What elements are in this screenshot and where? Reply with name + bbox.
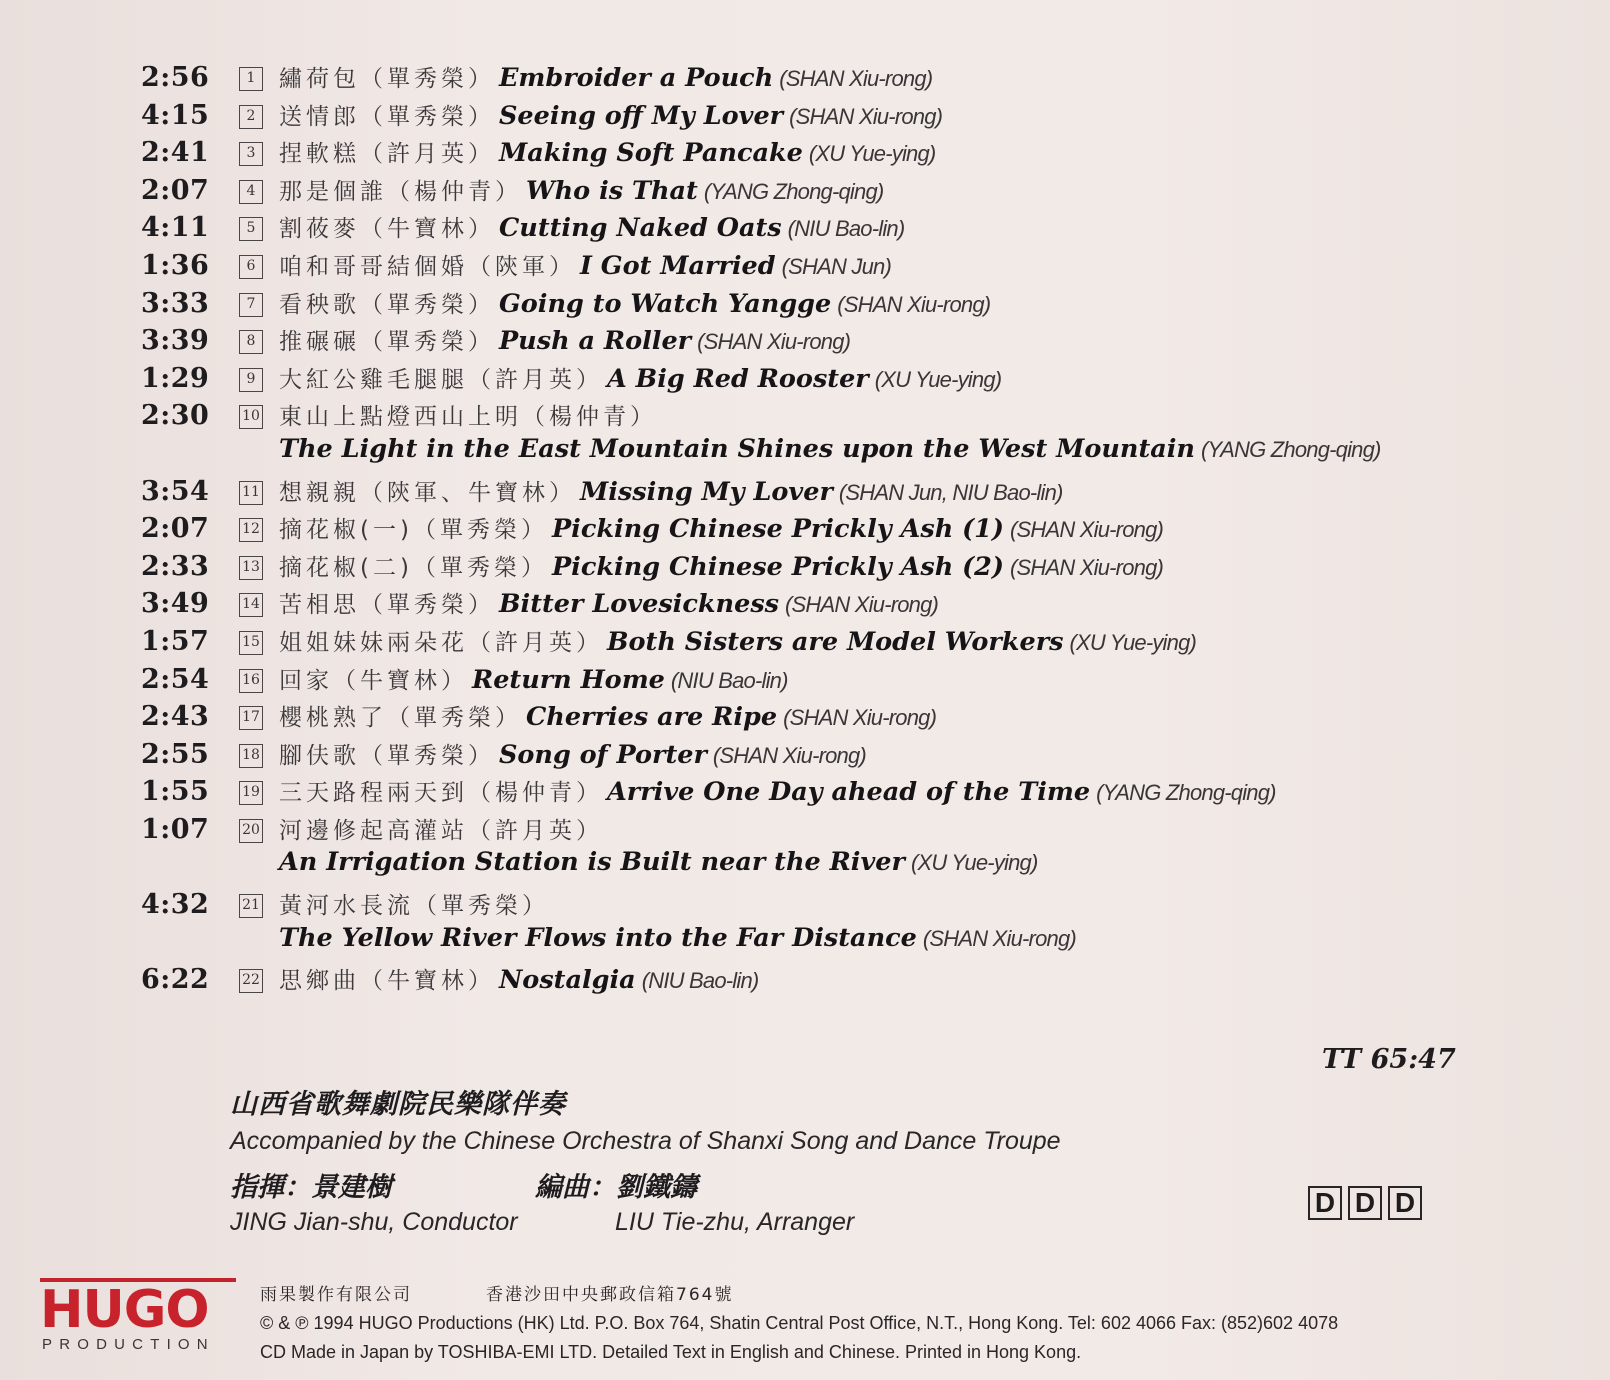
track-singer-chinese: 單秀榮 [387,742,468,769]
track-line [0,960,1610,998]
track-singer-chinese: 許月英 [387,141,468,168]
track-line [0,547,1610,585]
track-line [0,396,1610,434]
track-title-chinese: 繡荷包（單秀榮） [279,66,495,92]
track-duration: 2:07 [141,513,210,545]
track-singer-english: (XU Yue-ying) [1069,629,1197,655]
track-title-chinese-text: 黃河水長流 [279,893,414,920]
company-chinese: 雨果製作有限公司 [260,1285,412,1305]
track-singer-english: (SHAN Xiu-rong) [789,103,943,129]
track-title-line-2 [279,923,1076,961]
track-title-line [279,474,1063,507]
track-title-english: Picking Chinese Prickly Ash (1) [551,514,1004,545]
track-row [0,622,1610,660]
track-title-line [279,774,1276,807]
track-title-english: A Big Red Rooster [607,363,869,394]
track-title-chinese: 看秧歌（單秀榮） [279,291,495,318]
track-number: 19 [239,781,263,805]
track-duration: 2:30 [141,400,210,432]
track-title-chinese-text: 想親親 [279,479,360,506]
track-singer-english: (SHAN Xiu-rong) [922,925,1076,951]
track-line [0,509,1610,547]
track-title-chinese: 割莜麥（牛寶林） [279,216,495,243]
track-line [0,584,1610,622]
track-number: 4 [239,180,263,204]
orchestra-chinese: 山西省歌舞劇院民樂隊伴奏 [230,1089,566,1120]
arranger-english: LIU Tie-zhu, Arranger [615,1208,855,1236]
track-line [0,472,1610,510]
track-title-chinese: 櫻桃熟了（單秀榮） [279,705,522,732]
track-title-chinese-text: 那是個誰 [279,178,387,205]
track-title-line [279,586,938,619]
track-number: 15 [239,631,263,655]
track-title-line [279,98,942,131]
track-title-english: Cherries are Ripe [526,702,778,733]
track-duration: 2:56 [141,62,210,93]
track-singer-chinese: 楊仲青 [549,404,630,431]
copyright-line: © & ℗ 1994 HUGO Productions (HK) Ltd. P.O. Box 764, Shatin Central Post Office, N.T., Hong Kong. Tel: 602 4066 Fax: (852)602 4078 [260,1313,1339,1333]
logo-subtitle: PRODUCTION [42,1336,215,1353]
track-title-line [279,511,1163,544]
track-number: 10 [239,405,263,429]
track-title-chinese: 東山上點燈西山上明（楊仲青） [279,404,657,431]
track-row [0,133,1610,171]
track-singer-english: (SHAN Jun, NIU Bao-lin) [838,479,1063,505]
track-title-line [279,60,932,93]
track-singer-english: (XU Yue-ying) [874,366,1002,392]
track-duration: 4:15 [141,99,210,131]
track-row [0,284,1610,322]
track-duration: 4:11 [141,212,210,244]
track-title-chinese-text: 咱和哥哥結個婚 [279,253,468,280]
manufacture-line: CD Made in Japan by TOSHIBA-EMI LTD. Detailed Text in English and Chinese. Printed in Hong Kong. [260,1342,1082,1362]
track-singer-english: (SHAN Xiu-rong) [785,592,939,618]
track-singer-english: (YANG Zhong-qing) [703,178,884,204]
track-title-line [279,549,1163,582]
track-row [0,396,1610,471]
track-line [0,96,1610,134]
track-duration: 2:33 [141,550,210,582]
ddd-badge [1308,1186,1422,1220]
track-singer-english: (SHAN Xiu-rong) [1010,517,1164,543]
track-duration: 2:43 [141,701,210,733]
track-line [0,208,1610,246]
track-singer-chinese: 牛寶林 [387,968,468,995]
track-title-english: Missing My Lover [580,476,833,507]
track-title-chinese: 咱和哥哥結個婚（陝軍） [279,253,576,280]
track-row [0,885,1610,960]
track-row [0,547,1610,585]
track-duration: 2:41 [141,137,210,169]
track-line [0,885,1610,923]
track-title-chinese-text: 送情郎 [279,103,360,130]
track-duration: 3:33 [141,287,210,319]
track-singer-chinese: 單秀榮 [439,517,521,544]
track-number: 11 [239,481,263,505]
track-title-english: Song of Porter [499,739,707,770]
track-title-chinese-text: 三天路程兩天到 [279,780,468,807]
track-number: 5 [239,217,263,241]
conductor-english: JING Jian-shu, Conductor [230,1208,518,1236]
track-number: 3 [239,142,263,166]
track-duration: 6:22 [141,964,210,996]
track-singer-english: (SHAN Xiu-rong) [697,329,851,355]
track-number: 14 [239,593,263,617]
track-number: 1 [239,67,263,91]
track-title-line [279,398,657,431]
track-title-chinese: 苦相思（單秀榮） [279,592,495,619]
conductor-chinese: 指揮：景建樹 [230,1172,392,1203]
track-row [0,509,1610,547]
track-duration: 4:32 [141,889,210,921]
track-title-english: The Yellow River Flows into the Far Distance [279,922,917,953]
track-number: 7 [239,293,263,317]
track-singer-chinese: 許月英 [495,629,576,656]
track-title-chinese: 回家（牛寶林） [279,667,468,694]
track-singer-english: (NIU Bao-lin) [670,667,788,693]
track-title-chinese-text: 大紅公雞毛腿腿 [279,366,468,393]
track-row [0,960,1610,998]
track-singer-chinese: 楊仲青 [495,780,576,807]
track-line [0,697,1610,735]
track-title-chinese: 姐姐妹妹兩朵花（許月英） [279,629,603,656]
track-title-line-2 [279,847,1038,885]
track-singer-chinese: 楊仲青 [414,178,495,205]
track-number: 17 [239,706,263,730]
track-title-chinese: 三天路程兩天到（楊仲青） [279,780,603,807]
track-title-chinese-text: 摘花椒(二) [279,554,413,581]
total-time: TT 65:47 [1322,1044,1456,1075]
track-singer-chinese: 陝軍 [495,253,549,280]
track-line [0,660,1610,698]
track-title-chinese: 那是個誰（楊仲青） [279,178,522,205]
track-title-line [279,887,549,920]
track-title-chinese: 大紅公雞毛腿腿（許月英） [279,366,603,393]
track-row [0,96,1610,134]
track-number: 18 [239,744,263,768]
track-line [0,171,1610,209]
track-duration: 1:29 [141,362,210,394]
track-number: 13 [239,556,263,580]
track-row [0,584,1610,622]
track-singer-english: (YANG Zhong-qing) [1200,436,1381,462]
track-row [0,321,1610,359]
track-singer-chinese: 單秀榮 [414,705,495,732]
track-singer-chinese: 陝軍、牛寶林 [387,479,549,506]
track-title-english: Nostalgia [499,965,636,996]
track-title-chinese: 捏軟糕（許月英） [279,141,495,168]
track-number: 6 [239,255,263,279]
track-title-english: Making Soft Pancake [499,138,803,169]
track-number: 21 [239,894,263,918]
track-title-english: An Irrigation Station is Built near the River [279,847,905,878]
track-duration: 1:57 [141,625,210,657]
track-title-line [279,361,1001,394]
arranger-chinese: 編曲：劉鐵鑄 [535,1172,697,1203]
track-row [0,58,1610,96]
track-line [0,622,1610,660]
track-title-english: Seeing off My Lover [499,100,784,131]
track-singer-chinese: 牛寶林 [360,667,441,694]
track-singer-english: (NIU Bao-lin) [641,968,759,994]
track-title-line [279,737,866,770]
track-row [0,660,1610,698]
track-line [0,735,1610,773]
address-chinese: 香港沙田中央郵政信箱764號 [486,1285,734,1305]
track-title-english: Arrive One Day ahead of the Time [607,777,1091,808]
track-line [0,810,1610,848]
track-row [0,810,1610,885]
track-singer-chinese: 單秀榮 [387,291,468,318]
track-title-chinese: 腳伕歌（單秀榮） [279,742,495,769]
track-row [0,359,1610,397]
track-title-english: Picking Chinese Prickly Ash (2) [551,551,1004,582]
track-line [0,359,1610,397]
track-singer-english: (XU Yue-ying) [808,141,936,167]
track-title-line [279,662,788,695]
track-duration: 2:54 [141,663,210,695]
track-duration: 1:55 [141,776,210,808]
track-line [0,321,1610,359]
track-number: 12 [239,518,263,542]
track-singer-english: (SHAN Xiu-rong) [837,291,991,317]
track-title-chinese-text: 捏軟糕 [279,141,360,168]
track-singer-chinese: 許月英 [495,366,576,393]
track-number: 20 [239,819,263,843]
track-duration: 2:07 [141,174,210,206]
track-title-chinese-text: 思鄉曲 [279,968,360,995]
track-singer-chinese: 牛寶林 [387,216,468,243]
track-title-chinese-text: 苦相思 [279,592,360,619]
track-title-line [279,812,603,845]
track-singer-english: (YANG Zhong-qing) [1096,780,1276,806]
track-title-chinese: 思鄉曲（牛寶林） [279,968,495,995]
track-title-chinese: 想親親（陝軍、牛寶林） [279,479,576,506]
track-duration: 3:49 [141,588,210,620]
track-title-line [279,962,758,995]
track-singer-english: (NIU Bao-lin) [787,216,905,242]
track-line [0,772,1610,810]
track-row [0,697,1610,735]
track-row [0,171,1610,209]
track-row [0,246,1610,284]
track-duration: 3:54 [141,475,210,507]
track-title-chinese-text: 櫻桃熟了 [279,705,387,732]
track-title-chinese-text: 腳伕歌 [279,742,360,769]
track-duration: 2:55 [141,738,210,770]
ddd-letter-1: D [1308,1186,1342,1220]
track-line [0,58,1610,96]
track-singer-english: (XU Yue-ying) [910,850,1038,876]
track-title-chinese-text: 東山上點燈西山上明 [279,404,522,431]
logo-word: HUGO [40,1280,209,1340]
track-title-line [279,624,1196,657]
track-title-line [279,248,891,281]
track-singer-chinese: 單秀榮 [387,592,468,619]
track-title-english: I Got Married [580,250,776,281]
track-number: 8 [239,330,263,354]
track-title-chinese: 黃河水長流（單秀榮） [279,893,549,920]
track-title-line [279,323,850,356]
track-singer-english: (SHAN Jun) [781,253,891,279]
track-singer-chinese: 許月英 [495,817,576,844]
track-title-english: Who is That [526,175,698,206]
orchestra-english: Accompanied by the Chinese Orchestra of Shanxi Song and Dance Troupe [230,1127,1061,1155]
track-title-english: Going to Watch Yangge [499,288,832,319]
ddd-letter-2: D [1348,1186,1382,1220]
track-title-chinese-text: 河邊修起高灌站 [279,817,468,844]
track-title-chinese-text: 割莜麥 [279,216,360,243]
track-number: 2 [239,105,263,129]
track-row [0,472,1610,510]
track-title-chinese: 摘花椒(二)（單秀榮） [279,554,548,581]
track-number: 16 [239,669,263,693]
track-title-line [279,210,904,243]
track-row [0,735,1610,773]
track-title-chinese-text: 推碾碾 [279,329,360,356]
track-singer-chinese: 單秀榮 [387,103,468,130]
track-title-chinese: 河邊修起高灌站（許月英） [279,817,603,844]
track-title-english: Bitter Lovesickness [499,589,780,620]
track-title-line [279,286,990,319]
track-duration: 3:39 [141,325,210,357]
track-title-english: Push a Roller [499,326,692,357]
track-row [0,208,1610,246]
track-title-chinese-text: 回家 [279,667,333,694]
track-singer-chinese: 單秀榮 [441,893,522,920]
track-row [0,772,1610,810]
track-duration: 1:36 [141,249,210,281]
track-title-english: Embroider a Pouch [499,63,774,93]
track-line [0,133,1610,171]
track-title-line [279,173,883,206]
track-title-english: Both Sisters are Model Workers [607,626,1064,657]
track-title-english: The Light in the East Mountain Shines upon the West Mountain [279,433,1195,464]
track-duration: 1:07 [141,813,210,845]
track-title-english: Cutting Naked Oats [499,213,782,244]
track-title-line [279,135,935,168]
track-singer-english: (SHAN Xiu-rong) [1010,554,1164,580]
ddd-letter-3: D [1388,1186,1422,1220]
track-title-chinese-text: 姐姐妹妹兩朵花 [279,629,468,656]
track-title-english: Return Home [472,664,665,695]
track-title-chinese-text: 繡荷包 [279,66,360,92]
track-singer-chinese: 單秀榮 [387,329,468,356]
track-title-chinese: 送情郎（單秀榮） [279,103,495,130]
track-singer-english: (SHAN Xiu-rong) [783,705,937,731]
track-line [0,246,1610,284]
track-singer-english: (SHAN Xiu-rong) [712,742,866,768]
track-singer-chinese: 單秀榮 [387,66,468,92]
track-number: 22 [239,969,263,993]
track-title-line [279,699,936,732]
track-line [0,284,1610,322]
track-title-chinese: 推碾碾（單秀榮） [279,329,495,356]
track-title-chinese-text: 看秧歌 [279,291,360,318]
track-title-line-2 [279,434,1381,472]
track-title-chinese-text: 摘花椒(一) [279,517,413,544]
track-singer-chinese: 單秀榮 [439,554,521,581]
track-singer-english: (SHAN Xiu-rong) [779,66,933,91]
track-title-chinese: 摘花椒(一)（單秀榮） [279,517,548,544]
track-number: 9 [239,368,263,392]
track-list [0,58,1610,998]
